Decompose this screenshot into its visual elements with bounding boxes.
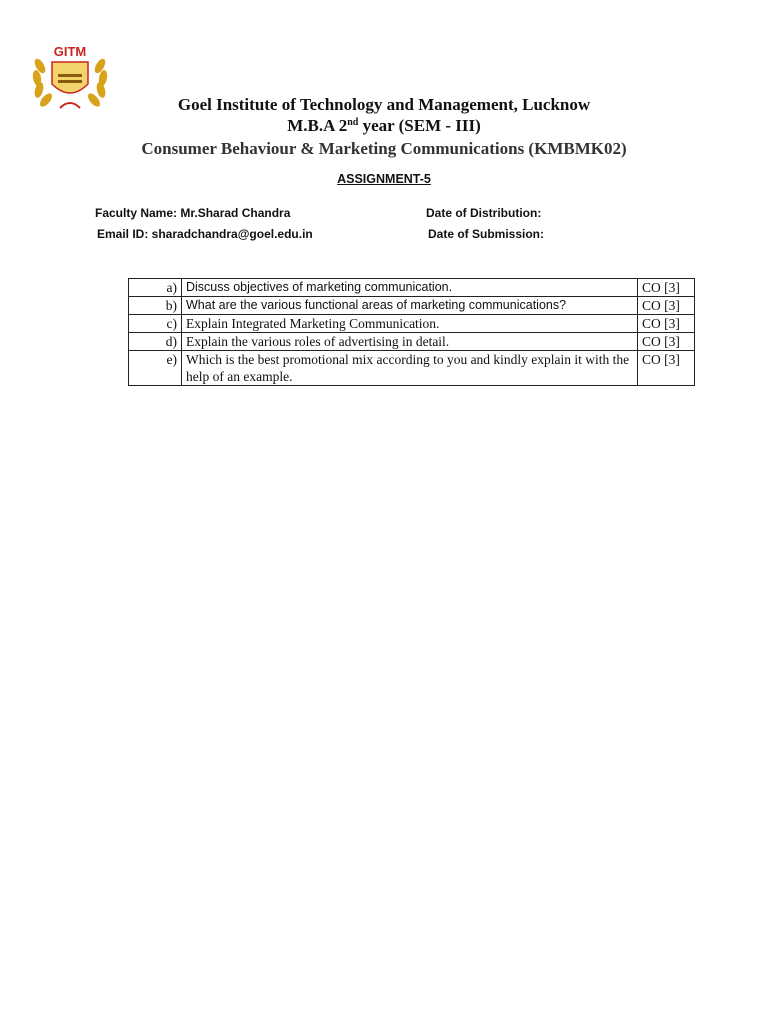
assignment-title: ASSIGNMENT-5 xyxy=(337,172,431,186)
table-row xyxy=(129,297,695,315)
table-row xyxy=(129,333,695,351)
question-text: Discuss objectives of marketing communication. xyxy=(182,279,638,297)
date-of-distribution: Date of Distribution: xyxy=(426,206,542,220)
course-outcome: CO [3] xyxy=(638,351,695,386)
institute-name: Goel Institute of Technology and Management, Lucknow xyxy=(177,95,591,114)
course-outcome: CO [3] xyxy=(638,333,695,351)
table-row xyxy=(129,279,695,297)
question-label: d) xyxy=(129,333,182,351)
email-id: Email ID: sharadchandra@goel.edu.in xyxy=(97,227,313,241)
question-text: Which is the best promotional mix according to you and kindly explain it with the help of an example. xyxy=(182,351,638,386)
table-row xyxy=(129,315,695,333)
table-row xyxy=(129,351,695,386)
question-label: a) xyxy=(129,279,182,297)
program-line: M.B.A 2nd year (SEM - III) xyxy=(287,116,481,135)
course-outcome: CO [3] xyxy=(638,297,695,315)
question-label: c) xyxy=(129,315,182,333)
question-label: b) xyxy=(129,297,182,315)
course-outcome: CO [3] xyxy=(638,315,695,333)
course-outcome: CO [3] xyxy=(638,279,695,297)
course-name: Consumer Behaviour & Marketing Communications (KMBMK02) xyxy=(141,139,627,158)
questions-table xyxy=(128,278,695,386)
question-text: Explain Integrated Marketing Communication. xyxy=(182,315,638,333)
question-label: e) xyxy=(129,351,182,386)
svg-text:GITM: GITM xyxy=(53,44,87,59)
header xyxy=(0,94,768,160)
date-of-submission: Date of Submission: xyxy=(428,227,545,241)
question-text: Explain the various roles of advertising in detail. xyxy=(182,333,638,351)
question-text: What are the various functional areas of marketing communications? xyxy=(182,297,638,315)
faculty-name: Faculty Name: Mr.Sharad Chandra xyxy=(95,206,291,220)
